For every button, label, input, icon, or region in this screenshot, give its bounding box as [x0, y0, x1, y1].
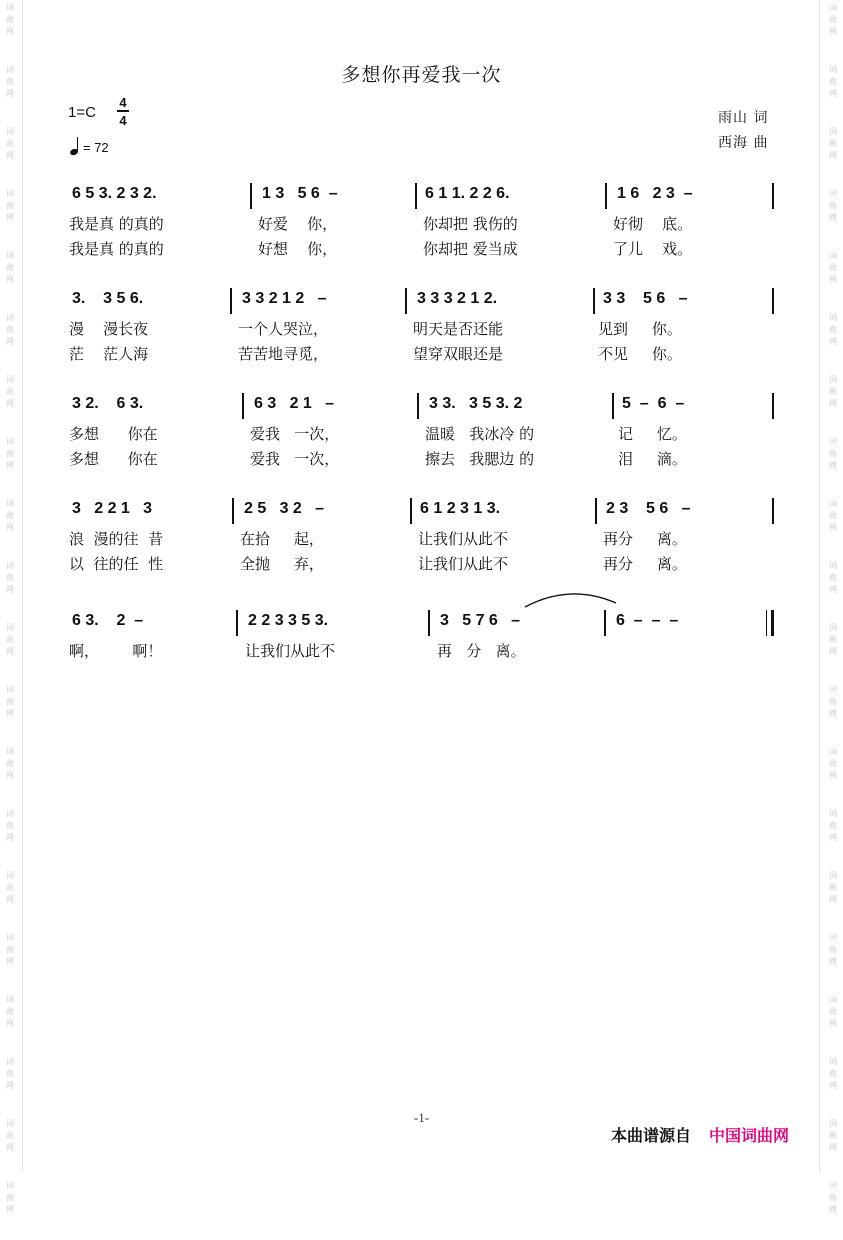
watermark-char: 曲 [829, 573, 837, 582]
watermark-char: 词 [829, 995, 837, 1004]
lyric-verse-1: 明天是否还能 [413, 320, 504, 338]
watermark-char: 曲 [829, 201, 837, 210]
watermark-char: 网 [6, 1019, 14, 1028]
watermark-char: 词 [6, 189, 14, 198]
watermark-char: 词 [829, 623, 837, 632]
watermark-char: 词 [6, 375, 14, 384]
watermark-char: 词 [829, 189, 837, 198]
watermark-char: 网 [6, 771, 14, 780]
watermark-char: 词 [6, 1119, 14, 1128]
measure-notes: 3. 3 5 6. [72, 290, 144, 307]
lyric-verse-2: 不见 你。 [598, 345, 682, 363]
watermark-char: 词 [829, 871, 837, 880]
watermark-char: 曲 [829, 511, 837, 520]
watermark-char: 词 [6, 1181, 14, 1190]
watermark-char: 网 [6, 89, 14, 98]
watermark-char: 词 [829, 685, 837, 694]
watermark-char: 网 [829, 337, 837, 346]
watermark-char: 词 [6, 747, 14, 756]
lyric-verse-1: 让我们从此不 [245, 642, 336, 660]
watermark-char: 曲 [829, 945, 837, 954]
source-site-link[interactable]: 中国词曲网 [709, 1126, 790, 1145]
watermark-char: 曲 [829, 139, 837, 148]
watermark-char: 词 [6, 871, 14, 880]
lyricist-credit: 雨山 词 [718, 110, 769, 126]
watermark-char: 网 [829, 771, 837, 780]
watermark-char: 曲 [6, 1131, 14, 1140]
lyric-verse-2: 再分 离。 [603, 555, 687, 573]
watermark-char: 曲 [6, 573, 14, 582]
watermark-char: 网 [6, 895, 14, 904]
watermark-char: 网 [6, 957, 14, 966]
watermark-char: 曲 [829, 1193, 837, 1202]
watermark-char: 词 [829, 127, 837, 136]
watermark-char: 网 [6, 461, 14, 470]
lyric-verse-1: 再 分 离。 [437, 642, 526, 660]
watermark-char: 网 [6, 833, 14, 842]
watermark-char: 词 [829, 499, 837, 508]
watermark-char: 词 [6, 685, 14, 694]
watermark-char: 网 [829, 1019, 837, 1028]
lyric-verse-2: 我是真 的真的 [69, 240, 164, 258]
watermark-char: 词 [829, 437, 837, 446]
lyric-verse-2: 你却把 爱当成 [423, 240, 518, 258]
watermark-char: 词 [829, 561, 837, 570]
source-label: 本曲谱源自 [611, 1126, 692, 1145]
watermark-char: 词 [829, 747, 837, 756]
measure-notes: 3 3 5 6 – [603, 290, 688, 307]
watermark-char: 词 [829, 1181, 837, 1190]
lyric-verse-1: 你却把 我伤的 [423, 215, 518, 233]
watermark-char: 网 [6, 647, 14, 656]
watermark-char: 词 [6, 933, 14, 942]
lyric-verse-2: 泪 滴。 [618, 450, 687, 468]
watermark-char: 网 [6, 399, 14, 408]
watermark-char: 词 [6, 623, 14, 632]
watermark-block [827, 1178, 839, 1240]
watermark-char: 曲 [6, 263, 14, 272]
watermark-char: 曲 [829, 697, 837, 706]
watermark-char: 曲 [6, 945, 14, 954]
measure-notes: 1 6 2 3 – [617, 185, 693, 202]
watermark-char: 网 [829, 1143, 837, 1152]
watermark-char: 曲 [6, 139, 14, 148]
measure-notes: 3 3 2 1 2 – [242, 290, 327, 307]
watermark-char: 词 [6, 65, 14, 74]
watermark-char: 网 [829, 1205, 837, 1214]
lyric-verse-1: 多想 你在 [69, 425, 158, 443]
watermark-char: 词 [6, 3, 14, 12]
lyric-verse-1: 温暖 我冰冷 的 [425, 425, 535, 443]
measure-notes: 5 – 6 – [622, 395, 685, 412]
watermark-char: 网 [6, 709, 14, 718]
watermark-char: 网 [829, 895, 837, 904]
measure-notes: 3 3. 3 5 3. 2 [429, 395, 523, 412]
watermark-char: 曲 [829, 77, 837, 86]
watermark-char: 网 [829, 523, 837, 532]
lyric-verse-2: 多想 你在 [69, 450, 158, 468]
measure-notes: 3 2. 6 3. [72, 395, 144, 412]
watermark-char: 词 [6, 995, 14, 1004]
watermark-char: 网 [829, 957, 837, 966]
watermark-char: 曲 [6, 449, 14, 458]
watermark-char: 曲 [6, 1193, 14, 1202]
lyric-verse-1: 好爱 你， [258, 215, 338, 233]
watermark-char: 网 [829, 27, 837, 36]
key-signature: 1=C [68, 104, 96, 121]
watermark-char: 曲 [6, 15, 14, 24]
watermark-char: 曲 [6, 325, 14, 334]
watermark-char: 曲 [6, 635, 14, 644]
watermark-char: 词 [6, 437, 14, 446]
lyric-verse-1: 我是真 的真的 [69, 215, 164, 233]
watermark-char: 曲 [829, 1007, 837, 1016]
watermark-char: 曲 [6, 387, 14, 396]
source-credit [611, 1123, 789, 1146]
lyric-verse-1: 浪 漫的往 昔 [69, 530, 164, 548]
measure-notes: 3 2 2 1 3 [72, 500, 153, 517]
composer-credit: 西海 曲 [718, 135, 769, 151]
watermark-char: 网 [6, 275, 14, 284]
watermark-char: 网 [6, 27, 14, 36]
watermark-char: 词 [6, 561, 14, 570]
lyric-verse-1: 漫 漫长夜 [69, 320, 149, 338]
watermark-char: 网 [829, 585, 837, 594]
measure-notes: 6 3. 2 – [72, 612, 144, 629]
measure-notes: 6 5 3. 2 3 2. [72, 185, 157, 202]
measure-notes: 2 2 3 3 5 3. [248, 612, 329, 629]
watermark-char: 词 [6, 809, 14, 818]
watermark-char: 词 [829, 3, 837, 12]
watermark-char: 网 [6, 1081, 14, 1090]
watermark-char: 网 [829, 213, 837, 222]
watermark-char: 网 [6, 585, 14, 594]
lyric-verse-2: 爱我 一次， [250, 450, 340, 468]
lyric-verse-2: 让我们从此不 [418, 555, 509, 573]
watermark-char: 词 [6, 251, 14, 260]
watermark-char: 词 [829, 1057, 837, 1066]
watermark-char: 网 [829, 151, 837, 160]
measure-notes: 6 1 2 3 1 3. [420, 500, 501, 517]
watermark-char: 词 [829, 375, 837, 384]
lyric-verse-1: 在拾 起， [240, 530, 324, 548]
time-signature-top: 4 [119, 95, 127, 110]
watermark-char: 网 [6, 523, 14, 532]
watermark-char: 曲 [829, 883, 837, 892]
watermark-char: 网 [829, 647, 837, 656]
watermark-char: 网 [6, 1143, 14, 1152]
lyric-verse-2: 擦去 我腮边 的 [425, 450, 535, 468]
watermark-char: 曲 [829, 449, 837, 458]
watermark-char: 网 [6, 213, 14, 222]
measure-notes: 6 1 1. 2 2 6. [425, 185, 510, 202]
watermark-char: 网 [829, 461, 837, 470]
watermark-char: 曲 [829, 821, 837, 830]
watermark-char: 曲 [829, 15, 837, 24]
lyric-verse-1: 再分 离。 [603, 530, 687, 548]
measure-notes: 6 3 2 1 – [254, 395, 335, 412]
page-number: -1- [413, 1110, 430, 1125]
measure-notes: 6 – – – [616, 612, 679, 629]
lyric-verse-1: 见到 你。 [598, 320, 682, 338]
watermark-char: 词 [829, 809, 837, 818]
watermark-char: 曲 [6, 201, 14, 210]
watermark-char: 曲 [829, 325, 837, 334]
watermark-char: 网 [6, 1205, 14, 1214]
watermark-char: 曲 [829, 387, 837, 396]
measure-notes: 3 3 3 2 1 2. [417, 290, 498, 307]
lyric-verse-1: 让我们从此不 [418, 530, 509, 548]
song-title: 多想你再爱我一次 [341, 64, 502, 86]
watermark-char: 网 [6, 337, 14, 346]
watermark-char: 曲 [829, 1131, 837, 1140]
watermark-char: 网 [829, 833, 837, 842]
watermark-char: 曲 [6, 1069, 14, 1078]
watermark-char: 网 [829, 1081, 837, 1090]
lyric-verse-2: 望穿双眼还是 [413, 345, 504, 363]
watermark-char: 曲 [6, 77, 14, 86]
measure-notes: 2 5 3 2 – [244, 500, 325, 517]
lyric-verse-2: 以 往的任 性 [69, 555, 164, 573]
lyric-verse-2: 苦苦地寻觅， [238, 345, 329, 363]
lyric-verse-2: 全抛 弃， [240, 555, 324, 573]
lyric-verse-2: 了儿 戏。 [613, 240, 693, 258]
watermark-char: 词 [829, 251, 837, 260]
watermark-char: 网 [829, 275, 837, 284]
watermark-char: 曲 [6, 697, 14, 706]
watermark-char: 网 [829, 399, 837, 408]
lyric-verse-1: 爱我 一次， [250, 425, 340, 443]
watermark-char: 曲 [6, 511, 14, 520]
watermark-char: 曲 [829, 635, 837, 644]
watermark-char: 词 [6, 1057, 14, 1066]
watermark-char: 曲 [6, 759, 14, 768]
tempo-value: = 72 [83, 140, 109, 155]
watermark-char: 网 [829, 709, 837, 718]
watermark-char: 曲 [6, 1007, 14, 1016]
watermark-char: 曲 [829, 263, 837, 272]
watermark-char: 词 [6, 313, 14, 322]
watermark-char: 词 [6, 127, 14, 136]
watermark-char: 词 [829, 65, 837, 74]
watermark-block [4, 1178, 16, 1240]
watermark-char: 曲 [6, 821, 14, 830]
watermark-char: 网 [6, 151, 14, 160]
watermark-char: 曲 [829, 759, 837, 768]
lyric-verse-1: 一个人哭泣， [238, 320, 329, 338]
watermark-char: 词 [829, 313, 837, 322]
watermark-char: 词 [829, 933, 837, 942]
lyric-verse-1: 好彻 底。 [613, 215, 693, 233]
lyric-verse-1: 记 忆。 [618, 425, 687, 443]
measure-notes: 1 3 5 6 – [262, 185, 338, 202]
lyric-verse-2: 茫 茫人海 [69, 345, 149, 363]
measure-notes: 2 3 5 6 – [606, 500, 691, 517]
lyric-verse-1: 啊， 啊！ [69, 642, 163, 660]
lyric-verse-2: 好想 你， [258, 240, 338, 258]
watermark-char: 曲 [6, 883, 14, 892]
time-signature-bottom: 4 [119, 113, 127, 128]
watermark-char: 词 [829, 1119, 837, 1128]
measure-notes: 3 5 7 6 – [440, 612, 521, 629]
watermark-char: 词 [6, 499, 14, 508]
watermark-char: 网 [829, 89, 837, 98]
watermark-char: 曲 [829, 1069, 837, 1078]
